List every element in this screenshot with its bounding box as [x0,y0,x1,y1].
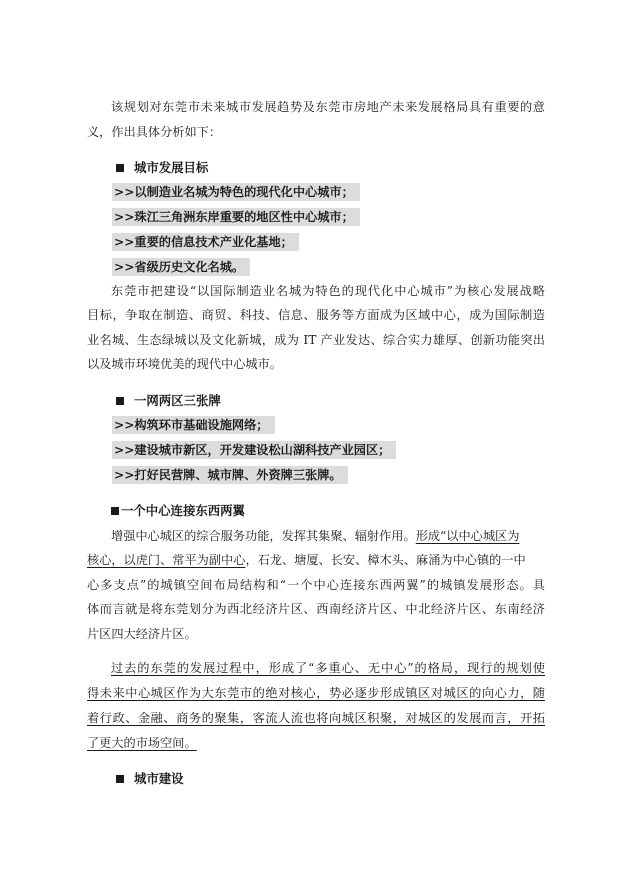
highlight-item: >>建设城市新区，开发建设松山湖科技产业园区； [112,441,396,459]
highlight-item: >>重要的信息技术产业化基地； [112,233,299,251]
intro-line-1: 该规划对东莞市未来城市发展趋势及东莞市房地产未来发展格局具有重要的意 [111,100,545,114]
paragraph-line: 东莞市把建设“以国际制造业名城为特色的现代化中心城市”为核心发展战略 [111,284,545,298]
underlined-text: 核心，以虎门、常平为副中心 [87,553,246,567]
section-heading-center [111,503,245,519]
highlight-item: >>以制造业名城为特色的现代化中心城市； [112,183,360,201]
square-bullet-icon [116,775,124,783]
highlight-item: >>打好民营牌、城市牌、外资牌三张牌。 [112,466,348,484]
highlight-item: >>珠江三角洲东岸重要的地区性中心城市； [112,208,360,226]
section-title: 一个中心连接东西两翼 [121,503,245,518]
underlined-text: 形成“以中心城区为 [415,529,520,543]
section-title: 一网两区三张牌 [134,393,221,408]
section-title: 城市建设 [134,771,184,786]
section-title: 城市发展目标 [134,160,209,175]
highlight-item: >>构筑环市基础设施网络； [112,416,275,434]
underlined-paragraph-line: 了更大的市场空间。 [87,736,197,750]
square-bullet-icon [111,507,119,515]
paragraph-line: 体而言就是将东莞划分为西北经济片区、西南经济片区、中北经济片区、东南经济 [87,602,545,616]
section-heading-network [116,393,221,409]
paragraph-line: 核心，以虎门、常平为副中心，石龙、塘厦、长安、樟木头、麻涌为中心镇的一中 [87,553,526,567]
underlined-paragraph-line: 得未来中心城区作为大东莞市的绝对核心，势必逐步形成镇区对城区的向心力，随 [87,686,545,700]
square-bullet-icon [116,164,124,172]
highlight-item: >>省级历史文化名城。 [112,258,250,276]
paragraph-line: 目标，争取在制造、商贸、科技、信息、服务等方面成为区域中心，成为国际制造 [87,308,545,322]
paragraph-line: 以及城市环境优美的现代中心城市。 [87,357,282,371]
intro-line-2: 义，作出具体分析如下： [87,125,222,139]
paragraph-line: 片区四大经济片区。 [87,627,197,641]
paragraph-line: 心多支点”的城镇空间布局结构和“一个中心连接东西两翼”的城镇发展形态。具 [87,578,545,592]
underlined-paragraph-line: 着行政、金融、商务的聚集，客流人流也将向城区积聚，对城区的发展而言，开拓 [87,711,545,725]
paragraph-line: 业名城、生态绿城以及文化新城，成为 IT 产业发达、综合实力雄厚、创新功能突出 [87,333,545,347]
section-heading-construction [116,771,184,787]
square-bullet-icon [116,397,124,405]
section-heading-goals [116,160,208,176]
underlined-paragraph-line: 过去的东莞的发展过程中，形成了“多重心、无中心”的格局，现行的规划使 [111,661,545,675]
paragraph-line: 增强中心城区的综合服务功能，发挥其集聚、辐射作用。形成“以中心城区为 [111,529,520,543]
